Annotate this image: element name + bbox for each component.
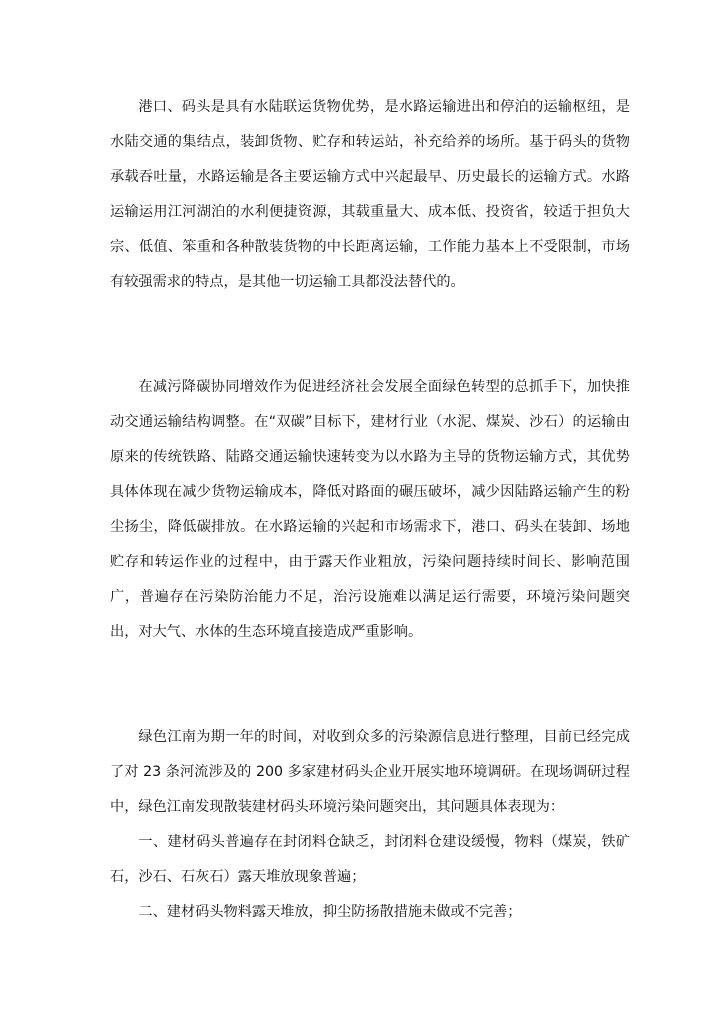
list-item-issue-1: 一、建材码头普遍存在封闭料仓缺乏，封闭料仓建设缓慢，物料（煤炭，铁矿石，沙石、石灰石）露天堆放现象普遍； xyxy=(110,834,630,885)
paragraph-spacer xyxy=(110,650,630,720)
paragraph-port-overview: 港口、码头是具有水陆联运货物优势，是水路运输进出和停泊的运输枢纽，是水陆交通的集结点，装卸货物、贮存和转运站，补充给养的场所。基于码头的货物承载吞吐量，水路运输是各主要运输方式中兴起最早、历史最长的运输方式。水路运输运用江河湖泊的水利便捷资源，其载重量大、成本低、投资省，较适于担负大宗、低值、笨重和各种散装货物的中长距离运输，工作能力基本上不受限制，市场有较强需求的特点，是其他一切运输工具都没法替代的。 xyxy=(110,99,630,290)
paragraph-survey-intro: 绿色江南为期一年的时间，对收到众多的污染源信息进行整理，目前已经完成了对 23 条河流涉及的 200 多家建材码头企业开展实地环境调研。在现场调研过程中，绿色江南发现散装建材码头环境污染问题突出，其问题具体表现为： xyxy=(110,729,630,815)
document-body xyxy=(110,90,630,930)
list-item-issue-2: 二、建材码头物料露天堆放，抑尘防扬散措施未做或不完善； xyxy=(138,904,522,920)
paragraph-carbon-reduction: 在减污降碳协同增效作为促进经济社会发展全面绿色转型的总抓手下，加快推动交通运输结构调整。在“双碳”目标下，建材行业（水泥、煤炭、沙石）的运输由原来的传统铁路、陆路交通运输快速转变为以水路为主导的货物运输方式，其优势具体体现在减少货物运输成本，降低对路面的碾压破坏，减少因陆路运输产生的粉尘扬尘，降低碳排放。在水路运输的兴起和市场需求下，港口、码头在装卸、场地贮存和转运作业的过程中，由于露天作业粗放，污染问题持续时间长、影响范围广，普遍存在污染防治能力不足，治污设施难以满足运行需要，环境污染问题突出，对大气、水体的生态环境直接造成严重影响。 xyxy=(110,379,630,640)
paragraph-spacer xyxy=(110,300,630,370)
